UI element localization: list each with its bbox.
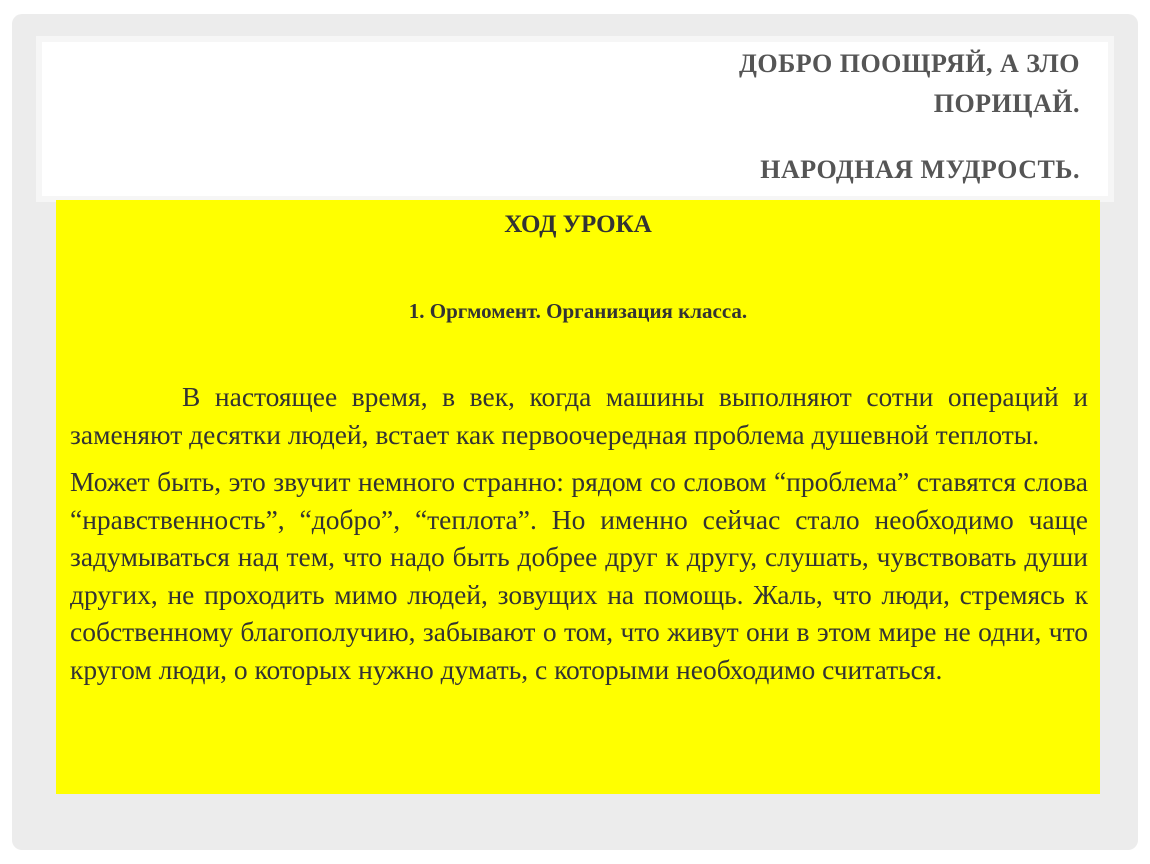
paragraph-2: Может быть, это звучит немного странно: рядом со словом “проблема” ставятся слова “нравственность”, “добро”, “теплота”. Но именно сейчас стало необходимо чаще задумываться над тем, что надо быть добрее друг к другу, слушать, чувствовать души других, не проходить мимо людей, зовущих на помощь. Жаль, что люди, стремясь к собственному благополучию, забывают о том, что живут они в этом мире не одни, что кругом люди, о которых нужно думать, с которыми необходимо считаться. [70,466,1088,685]
title-line-3: НАРОДНАЯ МУДРОСТЬ. [760,155,1080,184]
body-text [70,378,1088,688]
content-highlight-box [56,200,1100,794]
title-line-1: ДОБРО ПООЩРЯЙ, А ЗЛО [738,49,1080,78]
paragraph-1: В настоящее время, в век, когда машины выполняют сотни операций и заменяют десятки людей, встает как первоочередная проблема душевной теплоты. [70,381,1088,450]
lesson-step: 1. Оргмомент. Организация класса. [408,299,748,323]
title-line-2: ПОРИЦАЙ. [933,89,1080,118]
slide-title [739,44,1080,190]
title-spacer [739,124,1080,150]
lesson-heading: ХОД УРОКА [504,211,652,238]
